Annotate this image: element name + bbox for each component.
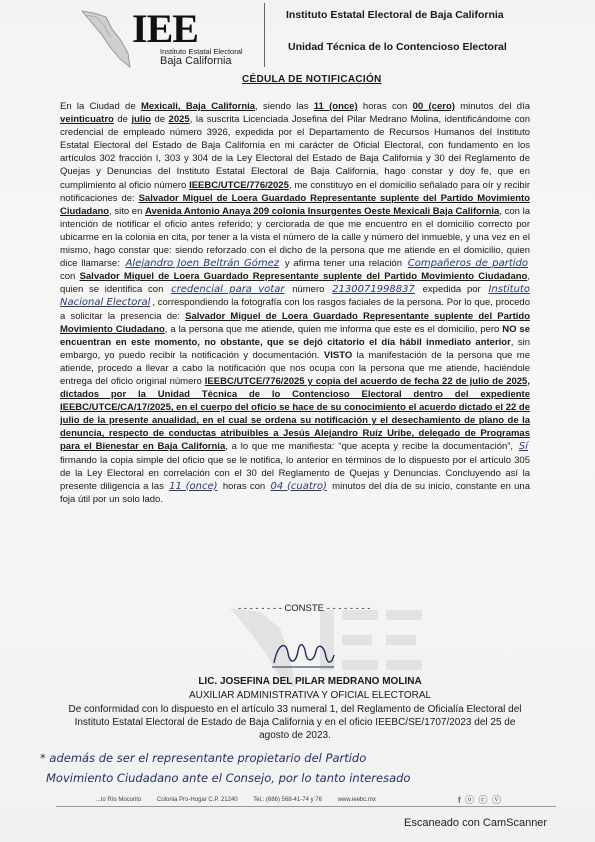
body-paragraph [60, 100, 530, 506]
text-run: , con la intención de notificar el oficio antes referido; y cerciorada de que me encuentro en el domicilio correcto por ubicarme en la colonia en cita, por tener a la vista el número de la calle y número del inmueble, y una vez en el mismo, hago constar que: siendo reforzado con el dicho de la persona que me atiende en el domicilio, quien dice llamarse: [60, 205, 530, 270]
handwritten-annotation [40, 748, 560, 788]
text-run: , sito en [109, 205, 146, 217]
logo-region: Baja California [160, 55, 232, 67]
text-run: horas con [219, 480, 269, 492]
iee-logo [74, 3, 244, 71]
text-run: , correspondiendo la fotografía con los rasgos faciales de la persona. Por lo que, procedo a solicitar la presencia de: [60, 297, 531, 322]
logo-text: IEE [132, 6, 198, 51]
text-run: número [286, 284, 331, 296]
annotation-line: * además de ser el representante propietario del Partido [40, 751, 367, 765]
letterhead [74, 3, 574, 71]
recipient: Salvador Miguel de Loera Guardado Representante suplente del Partido Movimiento Ciudadano [60, 192, 531, 217]
address: Avenida Antonio Anaya 209 colonia Insurgentes Oeste Mexicali Baja California [145, 205, 500, 217]
text-run: , me constituyo en el domicilio señalado para oír y recibir notificaciones de: [60, 179, 530, 204]
annotation-line: Movimiento Ciudadano ante el Consejo, por lo tanto interesado [46, 771, 411, 785]
text-run: horas con [357, 101, 413, 112]
text-run: , a lo que me manifiesta: “que acepta y recibe la documentación”, [225, 441, 517, 453]
footer-colony: Colonia Pro-Hogar C.P. 21240 [157, 797, 238, 803]
text-run: la manifestación de la persona que me atiende, procedo a llevar a cabo la notificación que nos ocupa con la persona que me atiende, haciéndole entrega del oficio original número [60, 349, 530, 387]
text-run: expedida por [416, 284, 487, 296]
text-run: , quien se identifica con [60, 271, 530, 296]
handwritten-yes: Sí [518, 441, 529, 453]
text-run: , sin embargo, yo puedo recibir la notificación y documentación. [60, 336, 530, 361]
recipient: Salvador Miguel de Loera Guardado Representante suplente del Partido Movimiento Ciudadano [79, 271, 528, 283]
legal-footnote: De conformidad con lo dispuesto en el artículo 33 numeral 1, del Reglamento de Oficialía Electoral del Instituto Estatal Electoral de Estado de Baja California y en el oficio IEEBC/SE/1707/2023 del 25 de agosto de 2023. [68, 704, 522, 741]
handwritten-signature [268, 633, 338, 675]
footer-phone: Tel.: (686) 568-41-74 y 76 [253, 797, 322, 803]
text-run: En la Ciudad de [60, 101, 141, 112]
page-edge-divider [56, 806, 556, 807]
text-run: , la suscrita Licenciada Josefina del Pilar Medrano Molina, identificándome con credencial de empleado número 3926, expedida por el Departamento de Recursos Humanos del Instituto Estatal Electoral del Estado de Baja California en mi carácter de Oficial Electoral, con fundamento en los artículos 302 fracción I, 303 y 304 de la Ley Electoral del Estado de Baja California y 30 del Reglamento de Quejas y Denuncias del Instituto Estatal Electoral de Baja California, hago constar y doy fe, que en cumplimiento al oficio número [60, 114, 530, 191]
handwritten-issuer: Instituto Nacional Electoral [60, 284, 530, 309]
handwritten-relation: Compañeros de partido [407, 258, 528, 270]
day: veinticuatro [60, 114, 114, 126]
camscanner-label: Escaneado con CamScanner [404, 817, 548, 829]
city: Mexicali, Baja California [140, 101, 256, 112]
text-run: minutos del día [454, 101, 531, 112]
recipient: Salvador Miguel de Loera Guardado Representante suplente del Partido Movimiento Ciudadano [60, 310, 531, 335]
baja-california-map-icon [76, 9, 134, 69]
text-run: , a la persona que me atiende, quien me informa que este es el domicilio, pero [164, 323, 503, 335]
delivered-documents: IEEBC/UTCE/776/2025 y copia del acuerdo de fecha 22 de julio de 2025, dictados por la Unidad Técnica de lo Contencioso Electoral dentro del expediente IEEBC/UTCE/CA/17/2025, en el cuerpo del oficio se hace de su conocimiento el acuerdo dictado el 22 de julio de la presente anualidad, en el cual se ordena su notificación y el desechamiento de plano de la denuncia, respecto de conductas atribuibles a Jesús Alejandro Ruíz Uribe, delegado de Programas para el Bienestar en Baja California [60, 375, 530, 453]
year: 2025 [168, 114, 190, 126]
footer-street: ...lo Río Mocorito [96, 797, 142, 803]
hour: 11 (once) [313, 101, 358, 112]
handwritten-end-hour: 11 (once) [169, 480, 218, 492]
absence-statement: NO se encuentran en este momento, no obstante, que se dejó citatorio el día hábil inmediato anterior [60, 323, 530, 348]
document-title: CÉDULA DE NOTIFICACIÓN [242, 74, 382, 85]
text-run: de [113, 114, 132, 126]
text-run: minutos del día de su inicio, constante en una foja útil por un solo lado. [60, 480, 530, 505]
footer-website: www.ieebc.mx [337, 797, 376, 803]
signer-role: AUXILIAR ADMINISTRATIVA Y OFICIAL ELECTORAL [188, 690, 432, 701]
handwritten-id-type: credencial para votar [171, 284, 285, 296]
text-run: firmando la copia simple del oficio que se le notifica, lo anterior en términos de lo dispuesto por el artículo 305 de la Ley Electoral en correlación con el 30 del Reglamento de Quejas y Denuncias. Concluyendo así la presente diligencia a las [60, 454, 530, 492]
signer-name: LIC. JOSEFINA DEL PILAR MEDRANO MOLINA [198, 676, 422, 687]
handwritten-name: Alejandro Joen Beltrán Gómez [125, 258, 280, 270]
minutes: 00 (cero) [412, 101, 455, 112]
unit-name: Unidad Técnica de lo Contencioso Electoral [288, 41, 507, 53]
header-divider [264, 3, 265, 67]
handwritten-end-minutes: 04 (cuatro) [270, 480, 327, 492]
logo-subtitle: Instituto Estatal Electoral [160, 47, 243, 56]
handwritten-id-number: 2130071998837 [332, 284, 415, 296]
notification-body [60, 100, 530, 506]
oficio-number: IEEBC/UTCE/776/2025 [189, 179, 289, 191]
text-run: , siendo las [255, 101, 314, 112]
visto-label: VISTO [323, 349, 353, 361]
text-run: de [150, 114, 169, 126]
institute-name: Instituto Estatal Electoral de Baja California [286, 9, 504, 21]
text-run: y afirma tener una relación [281, 258, 406, 270]
social-icons: f ⓞ ⓒ ⓥ [458, 795, 503, 805]
text-run: con [60, 271, 80, 283]
month: julio [131, 114, 151, 126]
conste-line: - - - - - - - - CONSTE - - - - - - - - [238, 603, 371, 614]
